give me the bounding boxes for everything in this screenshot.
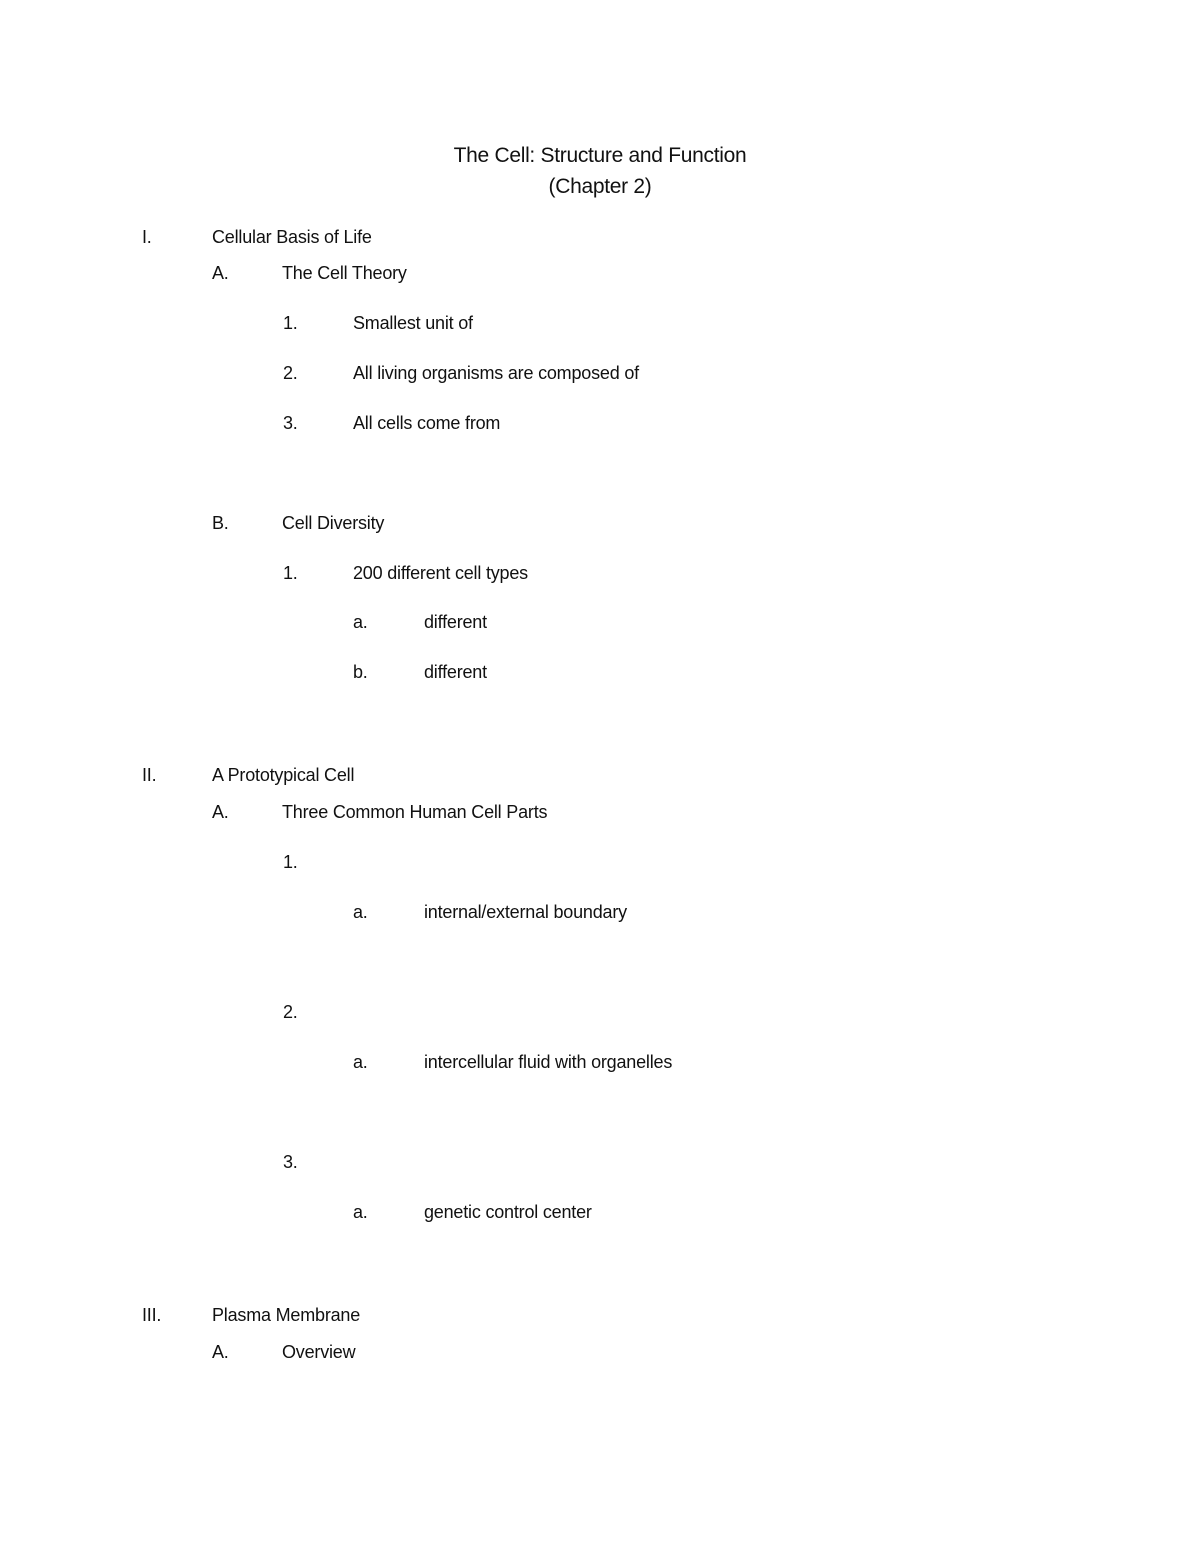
outline-text: Cellular Basis of Life bbox=[212, 227, 372, 247]
outline-item-I-B-1-a bbox=[0, 609, 1200, 635]
outline-marker: 2. bbox=[283, 363, 298, 383]
outline-marker: 3. bbox=[283, 1152, 298, 1172]
document-subtitle: (Chapter 2) bbox=[548, 175, 652, 198]
outline-marker: b. bbox=[353, 662, 368, 682]
outline-text: The Cell Theory bbox=[282, 263, 407, 283]
outline-item-I-A-1 bbox=[0, 310, 1200, 336]
outline-item-II-A-2 bbox=[0, 999, 1200, 1025]
document-title: The Cell: Structure and Function bbox=[453, 144, 747, 167]
outline-item-II-A-1 bbox=[0, 849, 1200, 875]
outline-item-II-A bbox=[0, 799, 1200, 825]
outline-item-II bbox=[0, 762, 1200, 788]
outline-text: Plasma Membrane bbox=[212, 1305, 361, 1325]
outline-marker: II. bbox=[142, 765, 157, 785]
outline-item-II-A-1-a bbox=[0, 899, 1200, 925]
outline-marker: B. bbox=[212, 513, 229, 533]
outline-marker: A. bbox=[212, 263, 229, 283]
outline-marker: A. bbox=[212, 1342, 229, 1362]
outline-text: Cell Diversity bbox=[282, 513, 385, 533]
outline-marker: 3. bbox=[283, 413, 298, 433]
outline-text: A Prototypical Cell bbox=[212, 765, 355, 785]
outline-marker: 1. bbox=[283, 852, 298, 872]
outline-text: Three Common Human Cell Parts bbox=[282, 802, 548, 822]
outline-item-I-A bbox=[0, 260, 1200, 286]
outline-marker: 1. bbox=[283, 563, 298, 583]
outline-marker: 2. bbox=[283, 1002, 298, 1022]
outline-item-I-A-2 bbox=[0, 360, 1200, 386]
outline-marker: A. bbox=[212, 802, 229, 822]
outline-item-II-A-2-a bbox=[0, 1049, 1200, 1075]
outline-marker: III. bbox=[142, 1305, 162, 1325]
outline-text: different bbox=[424, 662, 487, 682]
outline-text: Overview bbox=[282, 1342, 356, 1362]
outline-text: Smallest unit of bbox=[353, 313, 473, 333]
outline-marker: a. bbox=[353, 1202, 368, 1222]
outline-marker: 1. bbox=[283, 313, 298, 333]
outline-text: All cells come from bbox=[353, 413, 501, 433]
outline-text: different bbox=[424, 612, 487, 632]
outline-item-III bbox=[0, 1302, 1200, 1328]
outline-text: internal/external boundary bbox=[424, 902, 627, 922]
outline-item-I-A-3 bbox=[0, 410, 1200, 436]
outline-marker: a. bbox=[353, 1052, 368, 1072]
outline-text: genetic control center bbox=[424, 1202, 592, 1222]
outline-text: All living organisms are composed of bbox=[353, 363, 639, 383]
outline-item-II-A-3 bbox=[0, 1149, 1200, 1175]
outline-item-I-B-1 bbox=[0, 560, 1200, 586]
outline-item-III-A bbox=[0, 1339, 1200, 1365]
outline-item-I-B bbox=[0, 510, 1200, 536]
outline-marker: I. bbox=[142, 227, 152, 247]
outline-item-II-A-3-a bbox=[0, 1199, 1200, 1225]
outline-item-I-B-1-b bbox=[0, 659, 1200, 685]
outline-marker: a. bbox=[353, 612, 368, 632]
outline-item-I bbox=[0, 224, 1200, 250]
outline-text: 200 different cell types bbox=[353, 563, 528, 583]
outline-text: intercellular fluid with organelles bbox=[424, 1052, 673, 1072]
outline-marker: a. bbox=[353, 902, 368, 922]
